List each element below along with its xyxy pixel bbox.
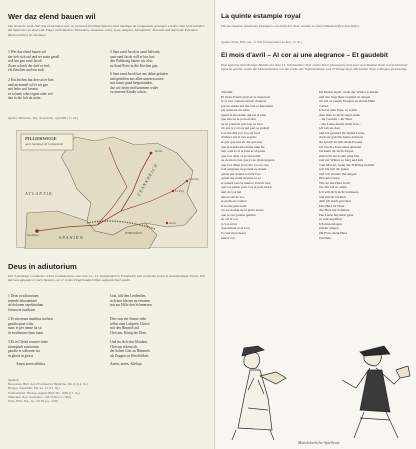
map-label-paris: Paris: [155, 149, 163, 153]
vezelay-marker: [186, 180, 188, 182]
text-line: Oh Frau, mein Herz: [319, 230, 347, 235]
text-line: qui vos pense pour vos et puis morir: [221, 185, 272, 190]
verse-line: 2 Ein leichen hut den sol er han: [8, 78, 54, 82]
intro-text-4: Eine typische dreistimmige Motette aus dem 13. Jahrhundert: über einem Tenor (liturgisch) sind zwei verschiedene Texte in französischer Sprache gesetzt, wobei die Motetusstimme von der Liebe, die Triplumstimme vom Frühling singt. Die beiden Texte erklingen gleichzeitig.: [221, 63, 408, 72]
text-line: soll ich mir dir gehen: [319, 167, 349, 172]
verse-line: mit den Himmel auf: [110, 326, 140, 331]
text-line: por un matin ses ma bon et fierement: [221, 103, 273, 108]
verse-line: sich nun hin um zu erinnern: [110, 298, 151, 303]
map-label-santiago: Santiago: [27, 233, 39, 237]
song-title-wer-daz-elend: Wer daz elend bauen wil: [8, 12, 96, 21]
source-line: Burgos, Staatsbibl. Ms. lat. 23 (13. Jh.): [8, 386, 60, 391]
text-line: so sehr ergriffen: [319, 217, 342, 222]
text-line: – ihr Gesicht – ihr Haar: [319, 117, 353, 122]
illustration-caption: Mittelalterliche Spielleute: [298, 440, 340, 445]
verse-line: 1 Deus in adiutorium: [8, 294, 39, 298]
text-line: ja vos ferai: [221, 221, 237, 226]
song-title-deus-in-adiutorium: Deus in adiutorium: [8, 262, 77, 271]
text-line: la cuer mon deses: [221, 230, 246, 235]
closing-latin: Amen amen alleluia.: [16, 362, 46, 366]
text-line: cil qui la voit en qui pert sa goiteri: [221, 126, 270, 131]
text-line: ne de mon cuer que ja ne m'en deparre: [221, 158, 275, 163]
text-line: que voz disez je ne me vos ne cler: [221, 162, 269, 167]
verse-block-4: [110, 72, 210, 95]
song-title-el-mois-davril: El mois d'avril – Al cor ai une alegrance – Et gaudebit: [221, 52, 388, 59]
text-line: et que que nus en die qui eust: [221, 140, 263, 145]
song-title-quinte-estampie: La quinte estampie royal: [221, 13, 301, 20]
musician-right: [342, 346, 410, 438]
text-line: amors sui de vos: [221, 194, 245, 199]
verse-line: Zwen schuch der darf er wol,: [8, 63, 51, 68]
source-note-2: [8, 378, 208, 403]
verse-line: 1 Wer daz elend bauen wil: [8, 50, 47, 54]
text-line: que je n'aime ma dame nule fie: [221, 144, 265, 149]
verse-line: selbst zum Lobpreis Christi: [110, 321, 150, 326]
source-line: Paris, Bibl. Nat., lat. 15139 (ca. 1250): [8, 399, 59, 404]
text-line: und der Winter so lang und kalt: [319, 158, 364, 163]
verse-line: Christus erkenn als: [110, 344, 138, 349]
text-line: Herzens Liebe,: [319, 176, 341, 181]
map-label-atlantik: ATLANTIK: [25, 191, 53, 196]
verse-line: als Zeugnis in Herrlichkeit.: [110, 353, 150, 358]
text-line: ich kann dir nicht folgen: [319, 149, 354, 154]
text-line: quant vi ma dame qui est si bele: [221, 112, 267, 117]
text-line: et gram en cosmer: [221, 199, 247, 204]
text-line: Die Liebe hat mich ganz: [319, 212, 354, 217]
source-note-1: Quelle: München, Bay. Staatsbibl., cgm 809 (15. Jh.): [8, 116, 79, 120]
text-line: d'amors sui si tres esprise: [221, 135, 257, 140]
text-line: ritt ich an einem Morgen an einem Hain: [319, 99, 376, 104]
text-line: tant de vos hai: [221, 190, 242, 195]
text-line: que nus ne le porroit dire: [221, 117, 257, 122]
text-line: Ich will dich nicht verlassen: [319, 190, 359, 195]
text-line: Ich traf eine Frau, so schön: [319, 108, 358, 113]
verse-block-8: [110, 317, 210, 335]
verse-line: ez schneit oder regnet oder wet: [8, 91, 53, 96]
verse-block-6: [110, 294, 210, 308]
verse-line: sant sand Jacob will er hin fart:: [110, 54, 155, 59]
verse-line: zu Sand Peter in die Kirchen gan.: [110, 63, 159, 68]
verse-line: mit zur Hilfe den Schmerzen.: [110, 303, 153, 308]
source-line: Barcelona, Bibl. de la Facultad de Medicina, Ms. lb (14. Jh.): [8, 382, 88, 387]
text-line: zumal du noch sehr jung bist: [319, 153, 360, 158]
text-line: par dessous un arbre: [221, 108, 250, 113]
source-line: Wolfenbüttel, Herzog-August-Bibl. Ms. 1099 (13. Jh.): [8, 390, 80, 395]
verse-line: 5 Sant sand Jacob in sand Salvator,: [110, 50, 161, 54]
text-line: que voz dirai ce je sui doleir: [221, 153, 261, 158]
verse-line: 2 Et sincerum omnibus inclinat: [8, 317, 53, 321]
text-line: ich sah sie dort: [319, 126, 341, 131]
source-note-3: Quelle: Paris, Bibl. nat., fr. 844 (Chansonnier du Roi, 13. Jh.): [221, 40, 302, 44]
musician-left: [232, 346, 286, 440]
text-line: lors me dist por vos est tout: [221, 130, 260, 135]
verse-line: 6 Sant sand Jacob hat uns dahar geladen: [110, 72, 168, 76]
verse-line: und geholfen aus allen unseren noten: [110, 76, 164, 81]
verse-line: der hohen Gott zu Himmels: [110, 349, 150, 354]
verse-line: Dies vim der Sonne sieht: [110, 317, 147, 321]
text-line: tant com la vi si bele et si gente: [221, 149, 266, 154]
map-label-spanien: SPANIEN: [59, 235, 84, 240]
text-line: Das Herz ist bitter: [319, 203, 345, 208]
text-line: – die Liebe macht mich froh –: [319, 121, 362, 126]
text-line: Wie ist das Herz froh?: [319, 180, 351, 185]
verse-block-5: [8, 294, 108, 312]
verse-line: gaudia quae a diu: [8, 321, 34, 326]
paris-marker: [150, 152, 153, 155]
text-line: merci vos: [221, 235, 235, 240]
text-line: doch sie gab mir keine Antwort: [319, 135, 364, 140]
text-line: doucement si ai a toi: [221, 226, 250, 231]
le-puy-marker: [172, 190, 174, 192]
text-line: das Herz hat Schmerz: [319, 208, 350, 213]
verse-block-9: [8, 340, 108, 358]
text-line: sie sprach zu mir, mein Freund: [319, 140, 363, 145]
musicians-illustration: [214, 318, 416, 449]
verse-block-2: [110, 50, 210, 68]
verse-line: in exultatione dum tuam: [8, 330, 44, 335]
verse-line: der heb sich auf und sei mein gesell: [8, 54, 60, 59]
verse-line: festina in auxilium: [8, 307, 35, 312]
map-title: PILGERWEGE: [25, 136, 57, 141]
verse-line: Und du dich den Glauben,: [110, 340, 148, 344]
intro-text-2: Der 3-stimmige Conductus »Deus in adiutorium« war vom 12.–14. Jahrhundert in Frankreich weit verbreitet (auch in zweistimmiger Form). Von dort aus gelangte er nach Spanien, wo er in den Pilgerhandschriften aufgezeichnet wurde.: [8, 274, 205, 283]
verse-line: mit seiner gnad beigestanden,: [110, 81, 153, 86]
verse-line: Christus, König der Ehre,: [110, 330, 147, 335]
text-line: et quand vers la mienor n'avoit mot: [221, 180, 271, 185]
source-line: München, Bay. Staatsbibl., clm 5539 (ca. 1300): [8, 394, 71, 399]
text-line: Im Monat April, wenn der Winter scheidet: [319, 90, 379, 94]
text-line: und das Vogelheer beginnt zu singen: [319, 94, 371, 99]
text-line: Wo bin ich so allein: [319, 185, 347, 190]
map-label-vezelay: Vézelay: [189, 177, 199, 181]
text-line: El mois d'avril qu'yver se departoit: [221, 94, 270, 99]
verse-line: daz wir heim sind kommen wider: [110, 85, 159, 90]
map-label-pyrenaen: PYRENÄEN: [125, 231, 142, 235]
map-label-le-puy: Le Puy: [175, 189, 184, 193]
map-label-arles: Arles: [169, 221, 176, 225]
verse-line: ad dolorem sepeliendum: [8, 303, 44, 308]
verse-block-1: [8, 50, 106, 73]
motet-column-original: [221, 90, 313, 240]
motet-column-translation: [319, 90, 415, 240]
text-line: ich bin die Frau eines anderen: [319, 144, 362, 149]
intro-text-3: Die aus Spanien bekannten Estampies, ein höfischer Tanz, wurden in vielen Handschriften überliefert.: [221, 24, 360, 28]
text-line: vorbei.: [319, 103, 329, 108]
verse-line: und an mantel sol er nit gan: [8, 82, 48, 87]
text-line: en cel li vos: [221, 217, 238, 222]
text-line: car ne donrai de la grant bonte: [221, 208, 264, 213]
arles-marker: [166, 222, 168, 224]
text-line: et el vert vueresouvenir chantoit: [221, 99, 267, 104]
verse-line: Gott, hilf den Leidenden,: [110, 294, 147, 298]
verse-line: triumphali sanctorum: [8, 344, 39, 349]
text-line: dass man es nicht sagen kann: [319, 112, 361, 117]
map-subtitle: nach Santiago de Compostela: [25, 142, 64, 146]
text-line: bin Dein.: [319, 235, 333, 240]
verse-line: den Paddtsteg laufen wir also,: [110, 59, 154, 64]
text-line: Ich muss klagen: [319, 221, 342, 226]
text-line: und mit dir bleiben: [319, 194, 346, 199]
text-line: dem ich mich gewohnt: [319, 199, 351, 204]
verse-line: intende laborantium: [8, 298, 37, 303]
map-label-frankreich: FRANKREICH: [136, 162, 159, 197]
verse-line: wol hin gen sand Jacob.: [8, 59, 43, 64]
text-line: qu'ele me donist sa bele face: [221, 171, 261, 176]
pilgrim-route-map: [16, 130, 208, 248]
text-line: qu'ele me doint m'aime la sa: [221, 176, 261, 181]
verse-line: mit leder wol besetzt: [8, 87, 39, 92]
text-line: que je onc puisse quidier: [221, 212, 256, 217]
text-line: ne se pourroit pas trop sa face: [221, 121, 263, 126]
closing-german: Amen, amen, Alleluja.: [110, 362, 143, 366]
verse-line: daz in die luft nit netzt.: [8, 96, 42, 101]
text-line: tout seignour ne pourai ne doleir: [221, 167, 267, 172]
verse-block-3: [8, 78, 106, 101]
verse-line: nunc et per omne ita sit: [8, 326, 42, 331]
intro-text-1: Dat deutsche Lied »Wer daz elend bauen wil« ist wohl auf den Pilgerfahrten nach Santiago de Compostela gesungen worden. Das Lied schildert die Stationen, an denen die Pilger vorbeikamen: Einsiedeln, Lausanne, Genf, Lyon, Avignon, Montpellier, Toulouse und durch die Pyrenäen (Roncesvalles) bis Santiago.: [8, 24, 205, 37]
source-line: Quellen:: [8, 378, 20, 382]
verse-line: gaudio et sollemni via: [8, 349, 40, 354]
text-line: und ich gestand ihr meine Liebe,: [319, 130, 365, 135]
text-line: mit dir singen: [319, 226, 339, 231]
verse-block-7: [8, 317, 108, 335]
verse-line: in gloria in gloria: [8, 353, 34, 358]
text-line: si ne me puis tenir: [221, 203, 247, 208]
text-line: Triplum: [221, 90, 233, 94]
verse-line: ein flaschen und ein stab.: [8, 68, 45, 73]
verse-line: 3 Et in Christi resurrectione: [8, 340, 48, 344]
text-line: und wir werden ihn singen: [319, 171, 357, 176]
verse-line: zu unseren Kinder schon.: [110, 90, 147, 95]
text-line: vom Mai an, wenn der Frühling kommt: [319, 162, 375, 167]
verse-block-10: [110, 340, 210, 358]
